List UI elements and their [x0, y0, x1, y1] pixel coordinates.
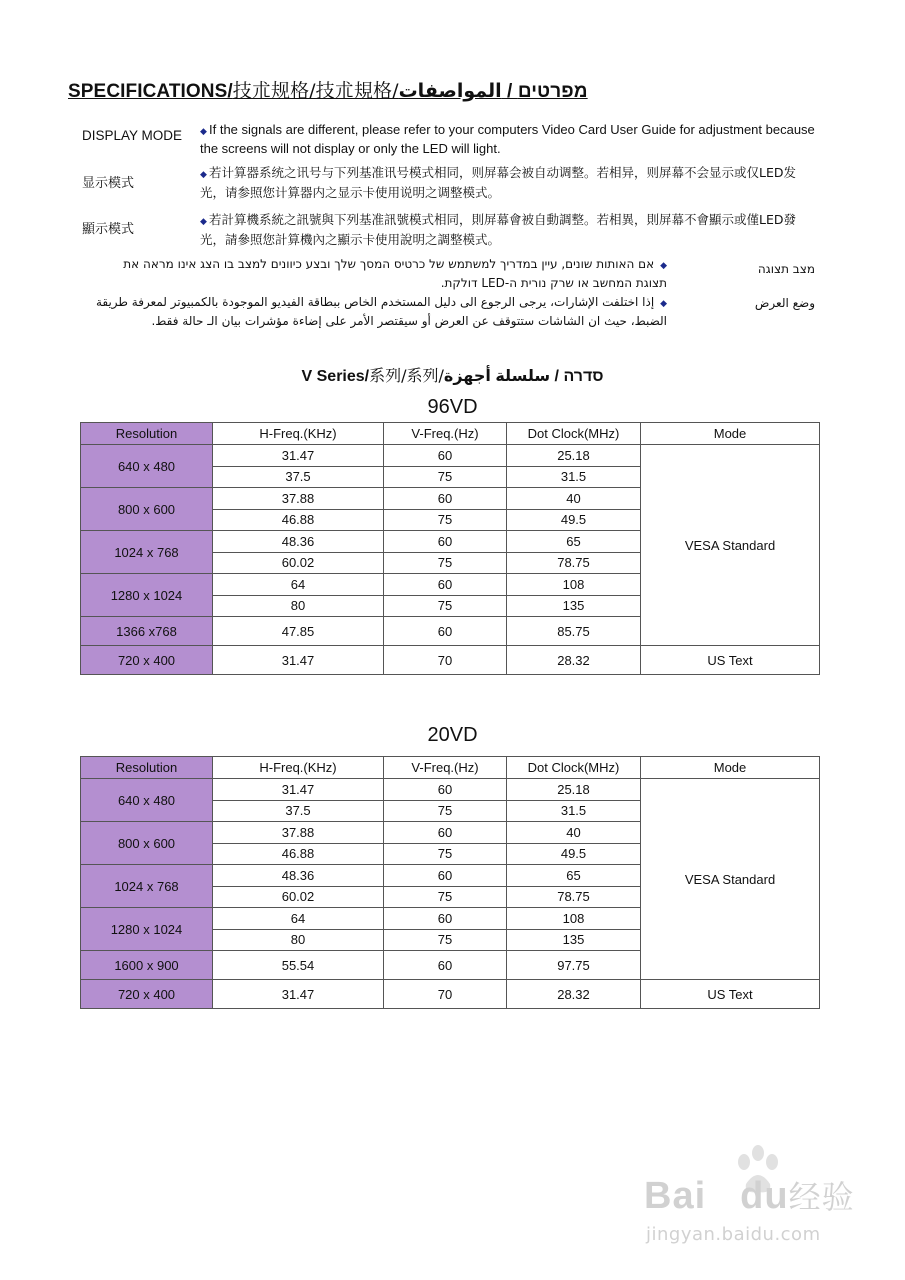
resolution-cell: 640 x 480: [81, 779, 213, 822]
mode-cell: VESA Standard: [641, 445, 820, 646]
v-freq-cell: 75: [384, 800, 507, 822]
h-freq-cell: 31.47: [213, 445, 384, 467]
dot-clock-cell: 85.75: [507, 617, 641, 646]
h-freq-cell: 64: [213, 574, 384, 596]
model-heading-96vd: 96VD: [427, 396, 478, 418]
diamond-bullet-icon: ◆: [200, 217, 207, 227]
series-arabic: سلسلة أجهزة: [443, 368, 551, 385]
series-hebrew: סדרה: [563, 368, 604, 385]
table-row: [81, 445, 820, 467]
v-freq-cell: 60: [384, 617, 507, 646]
title-cjk: 技朮规格/技朮規格/: [232, 80, 399, 102]
resolution-cell: 1600 x 900: [81, 951, 213, 980]
column-header: Dot Clock(MHz): [507, 757, 641, 779]
display-mode-text-ar: [95, 294, 667, 330]
series-cjk: 系列/系列/: [369, 366, 444, 385]
h-freq-cell: 48.36: [213, 865, 384, 887]
resolution-cell: 1024 x 768: [81, 531, 213, 574]
v-freq-cell: 75: [384, 466, 507, 488]
display-mode-text-zh-cn: [200, 164, 815, 202]
h-freq-cell: 46.88: [213, 509, 384, 531]
v-freq-cell: 60: [384, 445, 507, 467]
display-mode-label-he: מצב תצוגה: [757, 262, 815, 276]
dot-clock-cell: 78.75: [507, 886, 641, 908]
dot-clock-cell: 31.5: [507, 800, 641, 822]
dot-clock-cell: 40: [507, 822, 641, 844]
resolution-cell: 1280 x 1024: [81, 908, 213, 951]
title-hebrew: מפרטים: [517, 81, 588, 102]
dot-clock-cell: 49.5: [507, 843, 641, 865]
dot-clock-cell: 65: [507, 865, 641, 887]
h-freq-cell: 55.54: [213, 951, 384, 980]
table-header-row: [81, 423, 820, 445]
display-mode-en-body: If the signals are different, please refer to your computers Video Card User Guide for adjustment because the screens will not display or only the LED will light.: [200, 122, 815, 156]
title-arabic: المواصفات: [398, 81, 502, 102]
watermark-url: jingyan.baidu.com: [646, 1224, 821, 1245]
table-row: [81, 646, 820, 675]
h-freq-cell: 37.88: [213, 822, 384, 844]
v-freq-cell: 75: [384, 509, 507, 531]
diamond-bullet-icon: ◆: [660, 299, 667, 309]
mode-cell: US Text: [641, 980, 820, 1009]
column-header: Mode: [641, 423, 820, 445]
dot-clock-cell: 25.18: [507, 445, 641, 467]
table-row: [81, 779, 820, 801]
series-separator: /: [550, 368, 564, 385]
timing-table-20vd: [80, 756, 820, 1009]
dot-clock-cell: 135: [507, 595, 641, 617]
h-freq-cell: 31.47: [213, 779, 384, 801]
h-freq-cell: 80: [213, 929, 384, 951]
table-header-row: [81, 757, 820, 779]
display-mode-label-zh-tw: 顯示模式: [82, 222, 135, 237]
column-header: V-Freq.(Hz): [384, 423, 507, 445]
display-mode-ar-body: إذا اختلفت الإشارات، يرجى الرجوع الى دليل المستخدم الخاص ببطاقة الفيديو الموجودة بالكمبيوتر لمعرفة طريقة الضبط، حيث ان الشاشات ستتوقف عن العرض أو سيقتصر الأمر على إضاءة مؤشرات بيان الـ حالة فقط.: [95, 295, 667, 328]
v-freq-cell: 60: [384, 574, 507, 596]
series-heading: [0, 363, 905, 386]
resolution-cell: 720 x 400: [81, 646, 213, 675]
dot-clock-cell: 108: [507, 908, 641, 930]
column-header: H-Freq.(KHz): [213, 423, 384, 445]
title-latin: SPECIFICATIONS/: [68, 81, 233, 102]
v-freq-cell: 60: [384, 951, 507, 980]
column-header: H-Freq.(KHz): [213, 757, 384, 779]
watermark-brand-cn: 经验: [788, 1178, 855, 1216]
h-freq-cell: 37.5: [213, 466, 384, 488]
dot-clock-cell: 28.32: [507, 646, 641, 675]
dot-clock-cell: 25.18: [507, 779, 641, 801]
display-mode-zh-tw-body: 若計算機系統之訊號與下列基准訊號模式相同，則屏幕會被自動調整。若相異，則屏幕不會顯示或僅LED發光，請參照您計算機內之顯示卡使用說明之調整模式。: [200, 212, 796, 247]
resolution-cell: 640 x 480: [81, 445, 213, 488]
column-header: Mode: [641, 757, 820, 779]
v-freq-cell: 75: [384, 886, 507, 908]
diamond-bullet-icon: ◆: [660, 261, 667, 271]
series-latin: V Series/: [301, 368, 370, 385]
diamond-bullet-icon: ◆: [200, 126, 207, 136]
page-title: [68, 76, 588, 103]
display-mode-label-en: DISPLAY MODE: [82, 128, 183, 143]
display-mode-zh-cn-body: 若计算器系统之讯号与下列基准讯号模式相同，则屏幕会被自动调整。若相异，则屏幕不会显示或仅LED发光，请参照您计算器内之显示卡使用说明之调整模式。: [200, 165, 796, 200]
h-freq-cell: 37.5: [213, 800, 384, 822]
v-freq-cell: 75: [384, 595, 507, 617]
h-freq-cell: 31.47: [213, 980, 384, 1009]
resolution-cell: 720 x 400: [81, 980, 213, 1009]
v-freq-cell: 60: [384, 822, 507, 844]
model-heading-20vd: 20VD: [427, 724, 478, 746]
h-freq-cell: 47.85: [213, 617, 384, 646]
display-mode-label-zh-cn: 显示模式: [82, 176, 135, 191]
mode-cell: VESA Standard: [641, 779, 820, 980]
mode-cell: US Text: [641, 646, 820, 675]
v-freq-cell: 75: [384, 929, 507, 951]
v-freq-cell: 75: [384, 552, 507, 574]
column-header: Resolution: [81, 757, 213, 779]
resolution-cell: 1280 x 1024: [81, 574, 213, 617]
h-freq-cell: 64: [213, 908, 384, 930]
dot-clock-cell: 65: [507, 531, 641, 553]
diamond-bullet-icon: ◆: [200, 170, 207, 180]
h-freq-cell: 48.36: [213, 531, 384, 553]
title-separator: /: [501, 81, 518, 102]
v-freq-cell: 75: [384, 843, 507, 865]
column-header: Dot Clock(MHz): [507, 423, 641, 445]
h-freq-cell: 60.02: [213, 886, 384, 908]
resolution-cell: 1024 x 768: [81, 865, 213, 908]
table-row: [81, 980, 820, 1009]
display-mode-text-en: [200, 121, 815, 158]
h-freq-cell: 60.02: [213, 552, 384, 574]
v-freq-cell: 60: [384, 488, 507, 510]
watermark-brand: Bai: [644, 1175, 707, 1217]
v-freq-cell: 60: [384, 531, 507, 553]
dot-clock-cell: 28.32: [507, 980, 641, 1009]
dot-clock-cell: 40: [507, 488, 641, 510]
display-mode-text-he: [95, 256, 667, 292]
display-mode-label-ar: وضع العرض: [754, 296, 815, 310]
display-mode-he-body: אם האותות שונים, עיין במדריך למשתמש של כרטיס המסך שלך ובצע כיוונים למצב בו הצג אינו מראה את תצוגת המחשב או שרק נורית ה-LED דולקת.: [123, 257, 667, 290]
watermark-brand-2: du: [740, 1175, 789, 1217]
dot-clock-cell: 31.5: [507, 466, 641, 488]
v-freq-cell: 70: [384, 646, 507, 675]
v-freq-cell: 60: [384, 779, 507, 801]
h-freq-cell: 31.47: [213, 646, 384, 675]
v-freq-cell: 60: [384, 908, 507, 930]
dot-clock-cell: 135: [507, 929, 641, 951]
v-freq-cell: 70: [384, 980, 507, 1009]
display-mode-text-zh-tw: [200, 211, 815, 249]
timing-table-96vd: [80, 422, 820, 675]
resolution-cell: 800 x 600: [81, 488, 213, 531]
dot-clock-cell: 97.75: [507, 951, 641, 980]
column-header: V-Freq.(Hz): [384, 757, 507, 779]
h-freq-cell: 80: [213, 595, 384, 617]
resolution-cell: 1366 x768: [81, 617, 213, 646]
h-freq-cell: 37.88: [213, 488, 384, 510]
v-freq-cell: 60: [384, 865, 507, 887]
dot-clock-cell: 78.75: [507, 552, 641, 574]
baidu-watermark: [640, 1140, 880, 1250]
h-freq-cell: 46.88: [213, 843, 384, 865]
resolution-cell: 800 x 600: [81, 822, 213, 865]
column-header: Resolution: [81, 423, 213, 445]
dot-clock-cell: 49.5: [507, 509, 641, 531]
dot-clock-cell: 108: [507, 574, 641, 596]
